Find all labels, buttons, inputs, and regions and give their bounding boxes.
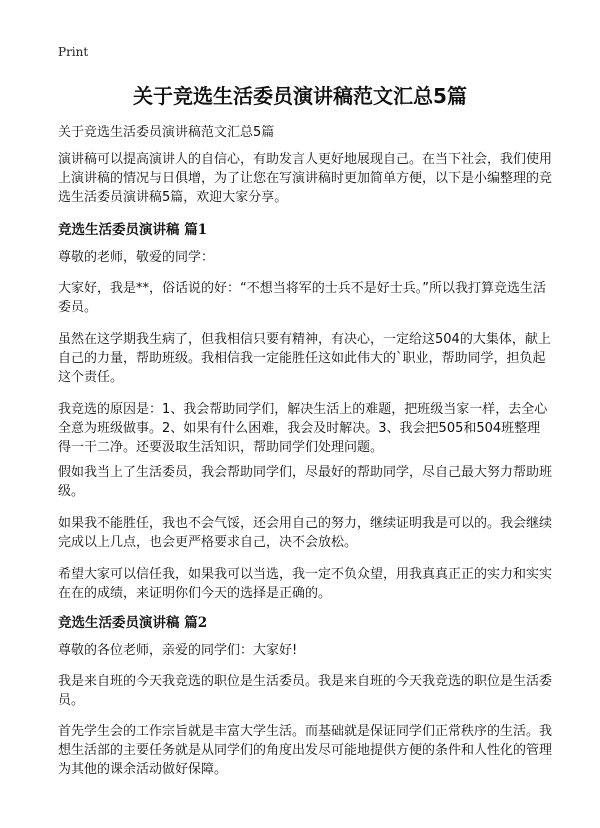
page-title: 关于竞选生活委员演讲稿范文汇总5篇	[133, 84, 467, 108]
page-subtitle: 关于竞选生活委员演讲稿范文汇总5篇	[58, 125, 275, 140]
section1-paragraph: 大家好，我是**，俗话说的好：“不想当将军的士兵不是好士兵。”所以我打算竞选生活委员。	[58, 281, 546, 315]
section1-paragraph: 虽然在这学期我生病了，但我相信只要有精神，有决心，一定给这504的大集体，献上自己的力量，帮助班级。我相信我一定能胜任这如此伟大的`职业，帮助同学，担负起这个责任。	[58, 332, 551, 385]
section2-heading: 竞选生活委员演讲稿 篇2	[58, 615, 208, 631]
section1-paragraph: 尊敬的老师，敬爱的同学：	[58, 250, 215, 265]
section1-paragraph: 希望大家可以信任我，如果我可以当选，我一定不负众望，用我真真正正的实力和实实在在的成绩，来证明你们今天的选择是正确的。	[58, 567, 553, 601]
section1-paragraph: 假如我当上了生活委员，我会帮助同学们，尽最好的帮助同学，尽自己最大努力帮助班级。	[58, 465, 553, 499]
section2-paragraph: 首先学生会的工作宗旨就是丰富大学生活。而基础就是保证同学们正常秩序的生活。我想生活部的主要任务就是从同学们的角度出发尽可能地提供方便的条件和人性化的管理为其他的课余活动做好保障。	[58, 724, 553, 777]
section1-paragraph: 如果我不能胜任，我也不会气馁，还会用自己的努力，继续证明我是可以的。我会继续完成以上几点，也会更严格要求自己，决不会放松。	[58, 516, 553, 550]
section2-paragraph: 尊敬的各位老师，亲爱的同学们：大家好!	[58, 643, 298, 658]
section2-paragraph: 我是来自班的今天我竞选的职位是生活委员。我是来自班的今天我竞选的职位是生活委员。	[58, 674, 553, 708]
section1-paragraph: 我竞选的原因是：1、我会帮助同学们，解决生活上的难题，把班级当家一样，去全心全意为班级做事。2、如果有什么困难，我会及时解决。3、我会把505和504班整理得一干二净。还要汲取生活知识，帮助同学们处理问题。	[58, 402, 548, 455]
intro-paragraph: 演讲稿可以提高演讲人的自信心，有助发言人更好地展现自己。在当下社会，我们使用上演讲稿的情况与日俱增，为了让您在写演讲稿时更加简单方便，以下是小编整理的竞选生活委员演讲稿5篇，欢迎大家分享。	[58, 152, 553, 205]
section1-heading: 竞选生活委员演讲稿 篇1	[58, 222, 208, 238]
print-link[interactable]: Print	[58, 45, 89, 59]
